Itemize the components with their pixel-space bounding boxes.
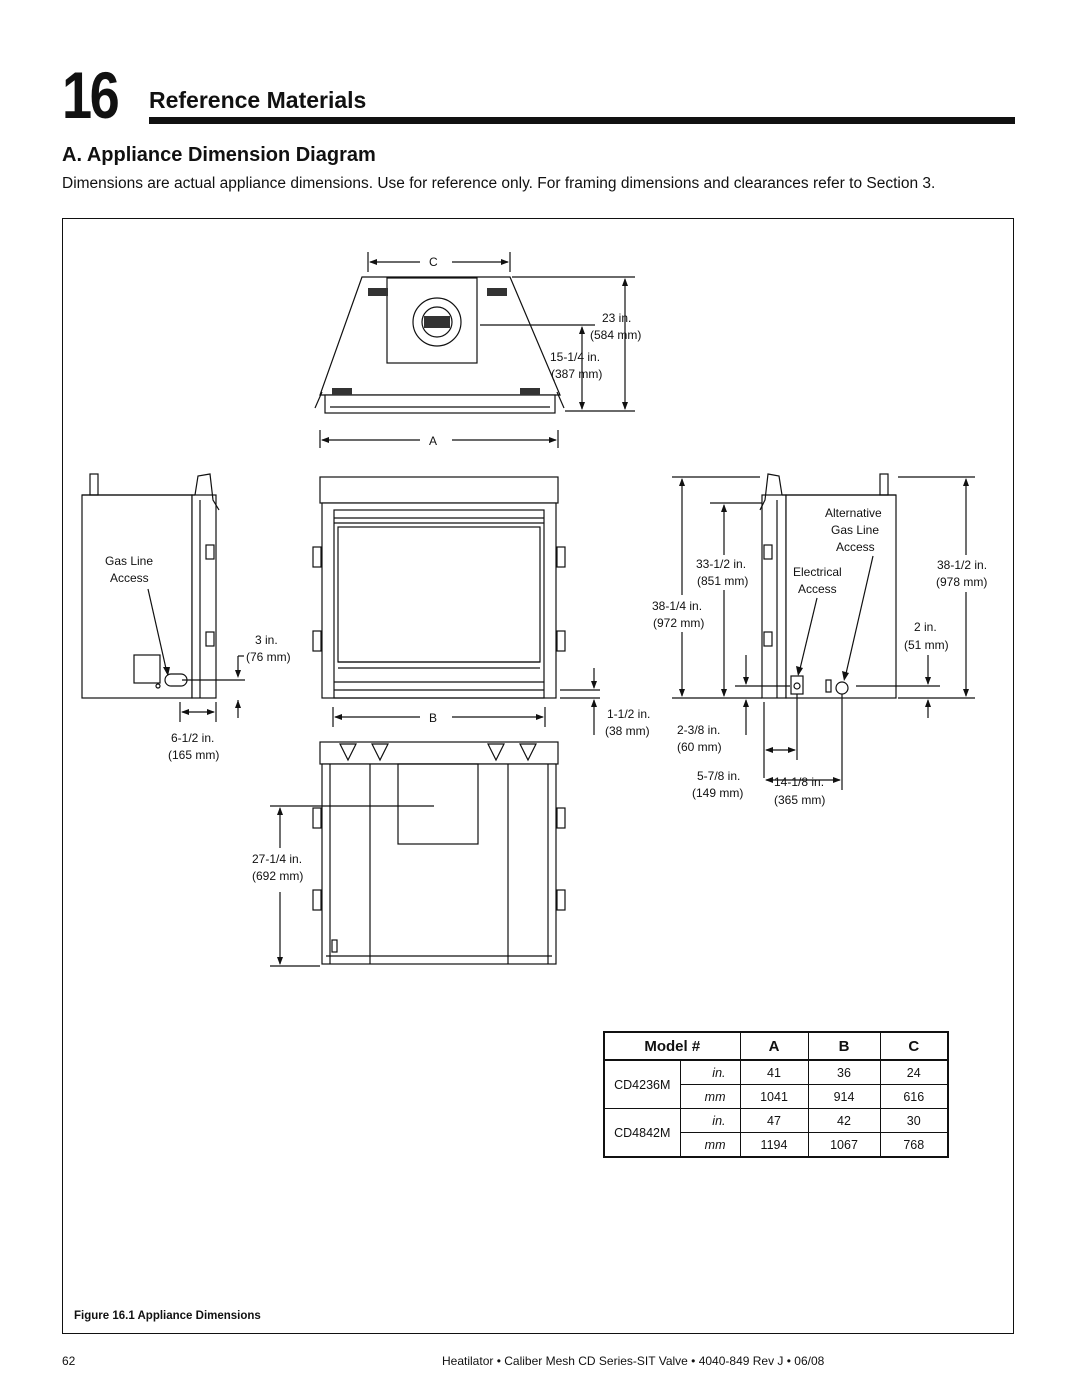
dim-38-14in-label: 38-1/4 in. [652,599,703,613]
dim-972mm-label: (972 mm) [653,616,705,630]
model-cell: CD4236M [604,1060,680,1109]
dim-6-12in-label: 6-1/2 in. [171,731,215,745]
dim-3in-label: 3 in. [255,633,278,647]
dim-584mm-label: (584 mm) [590,328,642,342]
header-b: B [808,1032,880,1060]
table-row [604,1109,948,1133]
figure-caption: Figure 16.1 Appliance Dimensions [74,1310,261,1322]
dim-60mm-label: (60 mm) [677,740,722,754]
table-header-row [604,1032,948,1060]
bottom-view [270,742,565,966]
dim-165mm-label: (165 mm) [168,748,220,762]
intro-text: Dimensions are actual appliance dimensions. Use for reference only. For framing dimensions and clearances refer to Section 3. [62,175,936,192]
alt-gas-line-label: Gas Line [831,523,880,537]
dim-387mm-label: (387 mm) [551,367,603,381]
dim-978mm-label: (978 mm) [936,575,988,589]
gas-access-label: Access [110,571,149,585]
alt-access-label: Access [836,540,875,554]
dim-a-label: A [429,434,438,448]
dim-23in-label: 23 in. [602,311,632,325]
value-a: 47 [740,1109,808,1133]
unit-cell: mm [680,1133,740,1158]
header-a: A [740,1032,808,1060]
left-side-view [82,474,245,722]
alternative-label: Alternative [825,506,882,520]
unit-cell: mm [680,1085,740,1109]
dim-38mm-label: (38 mm) [605,724,650,738]
unit-cell: in. [680,1060,740,1085]
section-title: A. Appliance Dimension Diagram [62,144,376,166]
dim-c-label: C [429,255,438,269]
dim-2-38in-label: 2-3/8 in. [677,723,721,737]
header-c: C [880,1032,948,1060]
page-number: 62 [62,1354,76,1368]
value-b: 42 [808,1109,880,1133]
dim-1-12in-label: 1-1/2 in. [607,707,651,721]
dim-38-12in-label: 38-1/2 in. [937,558,988,572]
dim-14-18in-label: 14-1/8 in. [774,775,825,789]
dim-27-14in-label: 27-1/4 in. [252,852,303,866]
value-b: 36 [808,1060,880,1085]
value-b: 914 [808,1085,880,1109]
gas-line-label: Gas Line [105,554,154,568]
dim-5-78in-label: 5-7/8 in. [697,769,741,783]
chapter-number: 16 [62,58,118,132]
value-a: 41 [740,1060,808,1085]
dimension-table [603,1031,949,1158]
footer-doc-info: Heatilator • Caliber Mesh CD Series-SIT Valve • 4040-849 Rev J • 06/08 [442,1354,825,1368]
front-view [313,477,600,735]
value-a: 1194 [740,1133,808,1158]
value-c: 616 [880,1085,948,1109]
dim-2in-label: 2 in. [914,620,937,634]
dim-b-label: B [429,711,438,725]
table-row [604,1060,948,1085]
dim-851mm-label: (851 mm) [697,574,749,588]
unit-cell: in. [680,1109,740,1133]
value-c: 24 [880,1060,948,1085]
dim-692mm-label: (692 mm) [252,869,304,883]
model-cell: CD4842M [604,1109,680,1158]
chapter-title: Reference Materials [149,87,367,113]
dim-15-14in-label: 15-1/4 in. [550,350,601,364]
dim-149mm-label: (149 mm) [692,786,744,800]
dim-365mm-label: (365 mm) [774,793,826,807]
value-b: 1067 [808,1133,880,1158]
value-c: 30 [880,1109,948,1133]
electrical-access-label: Access [798,582,837,596]
electrical-label: Electrical [793,565,842,579]
dim-33-12in-label: 33-1/2 in. [696,557,747,571]
value-c: 768 [880,1133,948,1158]
dim-76mm-label: (76 mm) [246,650,291,664]
dim-51mm-label: (51 mm) [904,638,949,652]
header-model: Model # [604,1032,740,1060]
value-a: 1041 [740,1085,808,1109]
